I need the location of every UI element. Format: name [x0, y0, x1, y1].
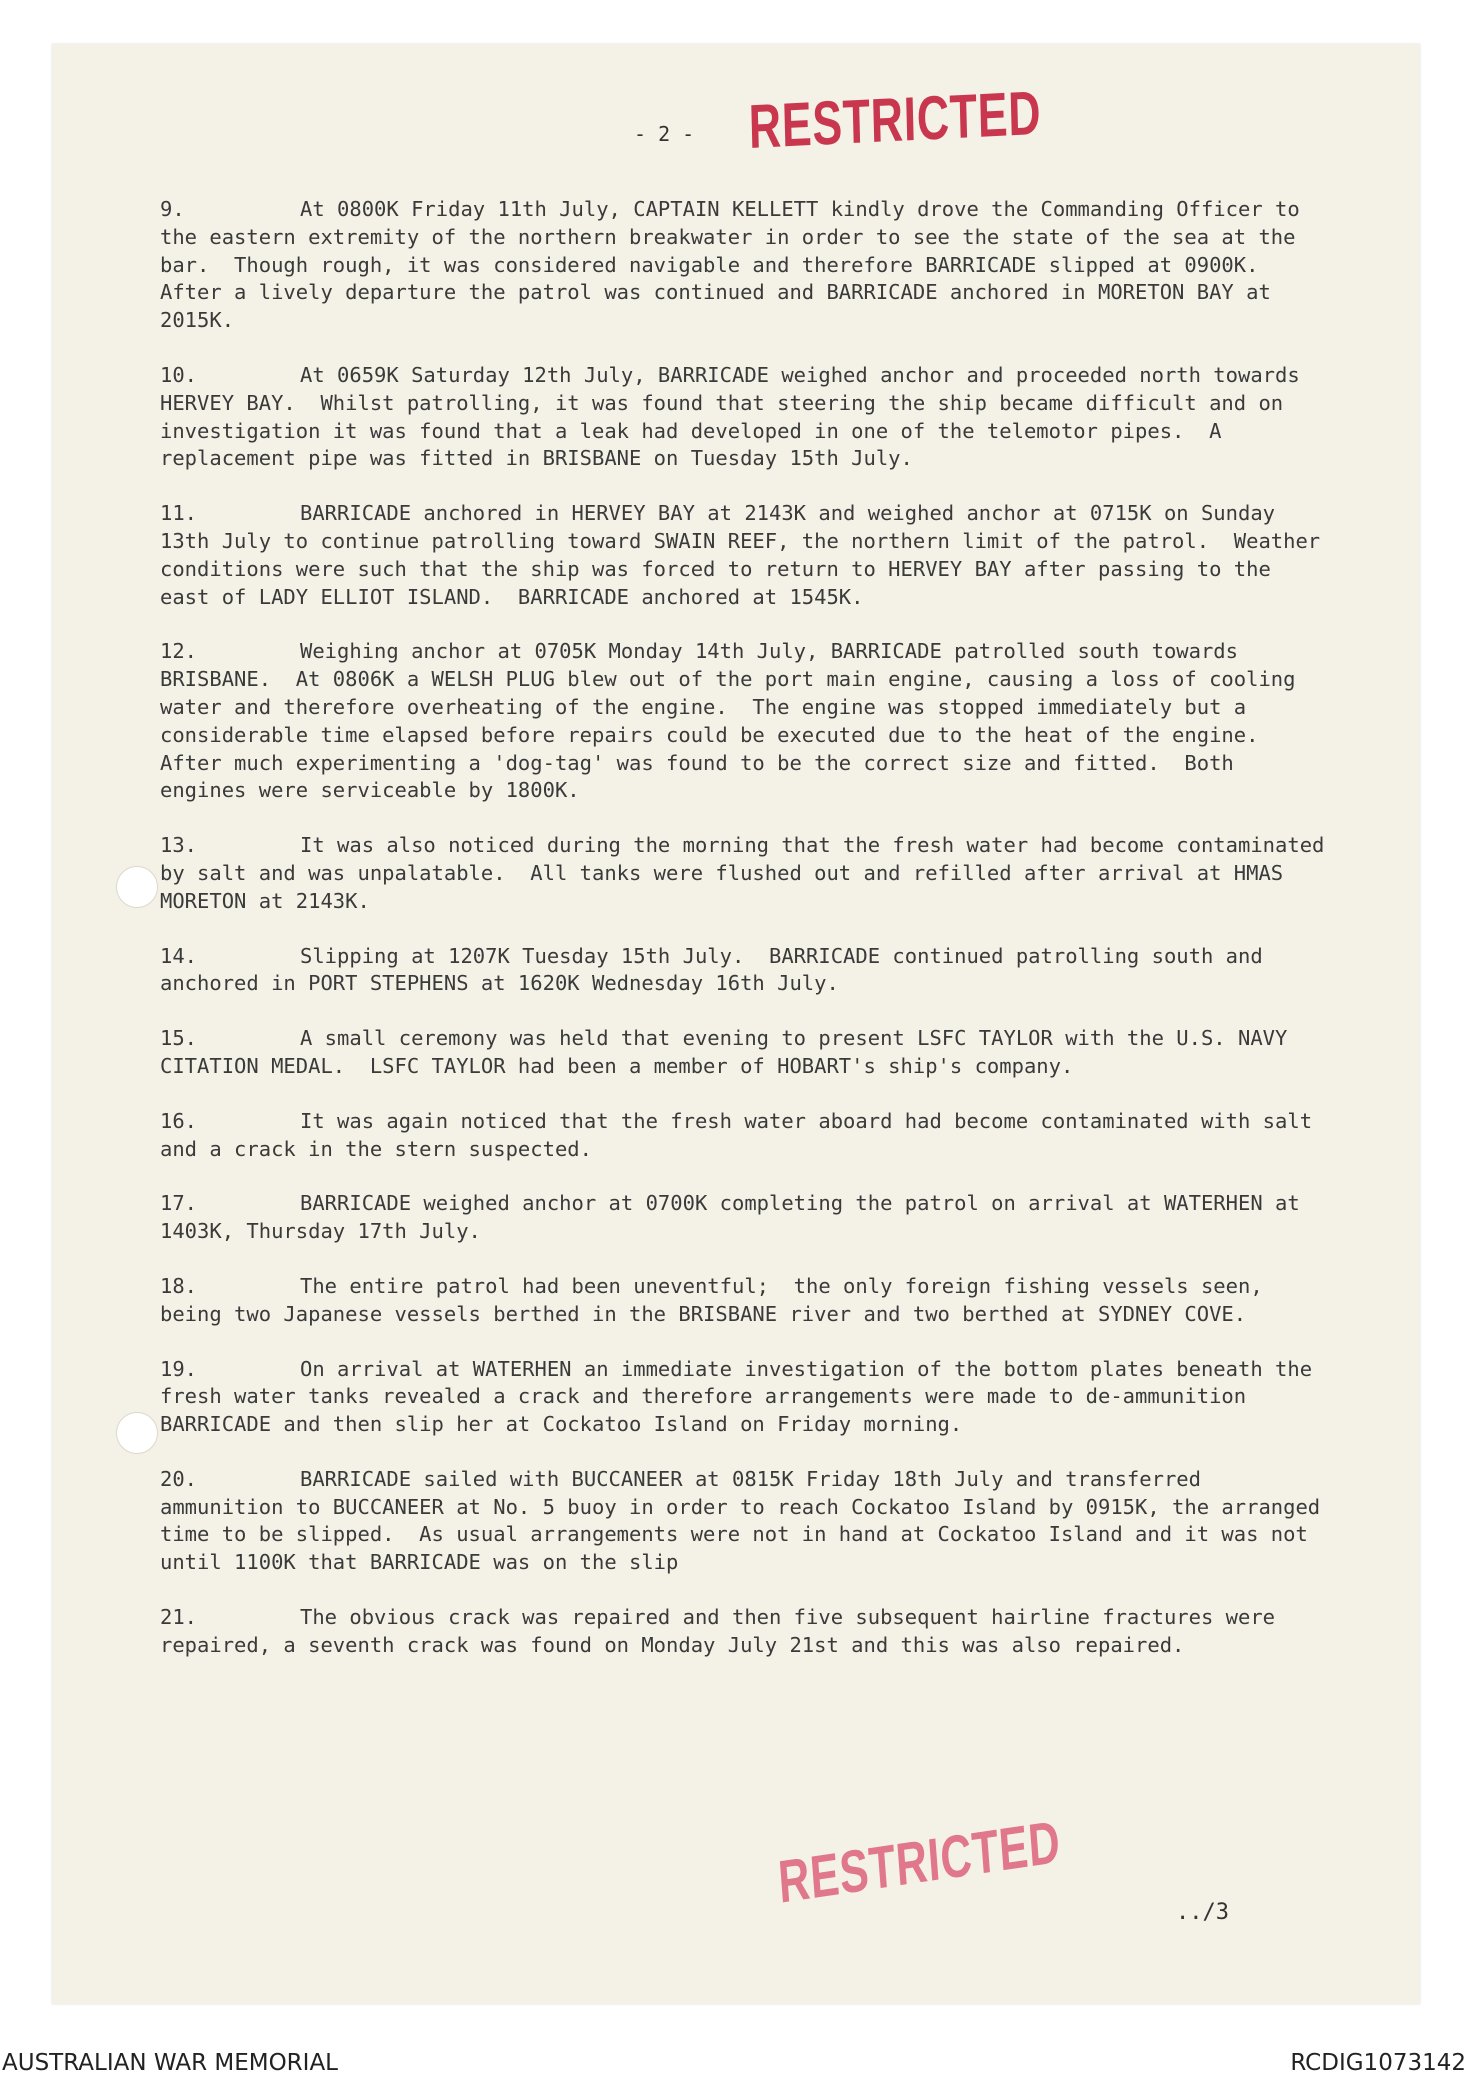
paragraph	[160, 1273, 1330, 1329]
paragraph-number: 21.	[160, 1605, 198, 1630]
paragraph-text: Slipping at 1207K Tuesday 15th July. BARRICADE continued patrolling south and anchored in PORT STEPHENS at 1620K Wednesday 16th July.	[160, 943, 1276, 996]
paragraph-number: 13.	[160, 833, 198, 858]
paragraph	[160, 1604, 1330, 1660]
paragraph	[160, 1466, 1333, 1577]
punch-hole-upper	[116, 866, 158, 908]
paragraph-number: 9.	[160, 197, 185, 221]
document-body	[160, 196, 1337, 1687]
paragraph-number: 17.	[160, 1191, 198, 1216]
paragraph-number: 20.	[160, 1466, 198, 1491]
paragraph-number: 12.	[160, 639, 198, 664]
restricted-stamp-bottom: RESTRICTED	[776, 1807, 1063, 1916]
paragraph-text: At 0659K Saturday 12th July, BARRICADE weighed anchor and proceeded north towards HERVEY BAY. Whilst patrolling, it was found that steering the ship became difficult and on investigation it was found that a leak had developed in one of the telemotor pipes. A replacement pipe was fitted in BRISBANE on Tuesday 15th July.	[160, 362, 1313, 471]
paragraph-text: At 0800K Friday 11th July, CAPTAIN KELLETT kindly drove the Commanding Officer to the eastern extremity of the northern breakwater in order to see the state of the sea at the bar. Though rough, it was considered navigable and therefore BARRICADE slipped at 0900K. After a lively departure the patrol was continued and BARRICADE anchored in MORETON BAY at 2015K.	[160, 197, 1313, 333]
paragraph-number: 16.	[160, 1108, 198, 1133]
paragraph-text: A small ceremony was held that evening to present LSFC TAYLOR with the U.S. NAVY CITATION MEDAL. LSFC TAYLOR had been a member of HOBART's ship's company.	[160, 1026, 1300, 1078]
paragraph-text: The obvious crack was repaired and then five subsequent hairline fractures were repaired, a seventh crack was found on Monday July 21st and this was also repaired.	[160, 1605, 1288, 1657]
paragraph-text: BARRICADE sailed with BUCCANEER at 0815K Friday 18th July and transferred ammunition to BUCCANEER at No. 5 buoy in order to reach Cockatoo Island by 0915K, the arranged time to be slipped. As usual arrangements were not in hand at Cockatoo Island and it was not until 1100K that BARRICADE was on the slip	[160, 1466, 1333, 1575]
page-number: - 2 -	[634, 122, 695, 146]
archive-footer	[0, 2046, 1472, 2082]
restricted-stamp-top: RESTRICTED	[748, 78, 1043, 162]
next-page-marker: ../3	[1176, 1900, 1229, 1925]
punch-hole-lower	[116, 1412, 158, 1454]
paragraph-text: On arrival at WATERHEN an immediate investigation of the bottom plates beneath the fresh water tanks revealed a crack and therefore arrangements were made to de-ammunition BARRICADE and then slip her at Cockatoo Island on Friday morning.	[160, 1356, 1325, 1437]
paragraph	[160, 1108, 1330, 1164]
paragraph-text: Weighing anchor at 0705K Monday 14th July, BARRICADE patrolled south towards BRISBANE. At 0806K a WELSH PLUG blew out of the port main engine, causing a loss of cooling water and therefore overheating of the engine. The engine was stopped immediately but a considerable time elapsed before repairs could be executed due to the heat of the engine. After much experimenting a 'dog-tag' was found to be the correct size and fitted. Both engines were serviceable by 1800K.	[160, 639, 1308, 803]
paragraph	[160, 1190, 1330, 1246]
paragraph-text: It was also noticed during the morning that the fresh water had become contaminated by salt and was unpalatable. All tanks were flushed out and refilled after arrival at HMAS MORETON at 2143K.	[160, 833, 1337, 913]
paragraph-number: 10.	[160, 362, 198, 387]
paragraph-text: BARRICADE weighed anchor at 0700K completing the patrol on arrival at WATERHEN at 1403K, Thursday 17th July.	[160, 1191, 1313, 1244]
paragraph-number: 15.	[160, 1026, 198, 1051]
paragraph-text: BARRICADE anchored in HERVEY BAY at 2143K and weighed anchor at 0715K on Sunday 13th July to continue patrolling toward SWAIN REEF, the northern limit of the patrol. Weather conditions were such that the ship was forced to return to HERVEY BAY after passing to the east of LADY ELLIOT ISLAND. BARRICADE anchored at 1545K.	[160, 501, 1333, 609]
reference-id: RCDIG1073142	[1290, 2050, 1466, 2076]
institution-label: AUSTRALIAN WAR MEMORIAL	[2, 2050, 338, 2076]
paragraph-text: The entire patrol had been uneventful; the only foreign fishing vessels seen, being two Japanese vessels berthed in the BRISBANE river and two berthed at SYDNEY COVE.	[160, 1273, 1276, 1326]
paragraph-number: 14.	[160, 943, 198, 968]
paragraph-number: 11.	[160, 501, 198, 526]
paragraph	[160, 196, 1330, 335]
paragraph	[160, 1356, 1330, 1439]
paragraph	[160, 832, 1337, 915]
paragraph	[160, 638, 1330, 805]
paragraph	[160, 943, 1330, 999]
paragraph	[160, 362, 1330, 473]
paragraph	[160, 1025, 1330, 1081]
paragraph-number: 19.	[160, 1356, 198, 1381]
paragraph-text: It was again noticed that the fresh water aboard had become contaminated with salt and a crack in the stern suspected.	[160, 1108, 1325, 1161]
paragraph-number: 18.	[160, 1273, 198, 1298]
paragraph	[160, 500, 1333, 611]
